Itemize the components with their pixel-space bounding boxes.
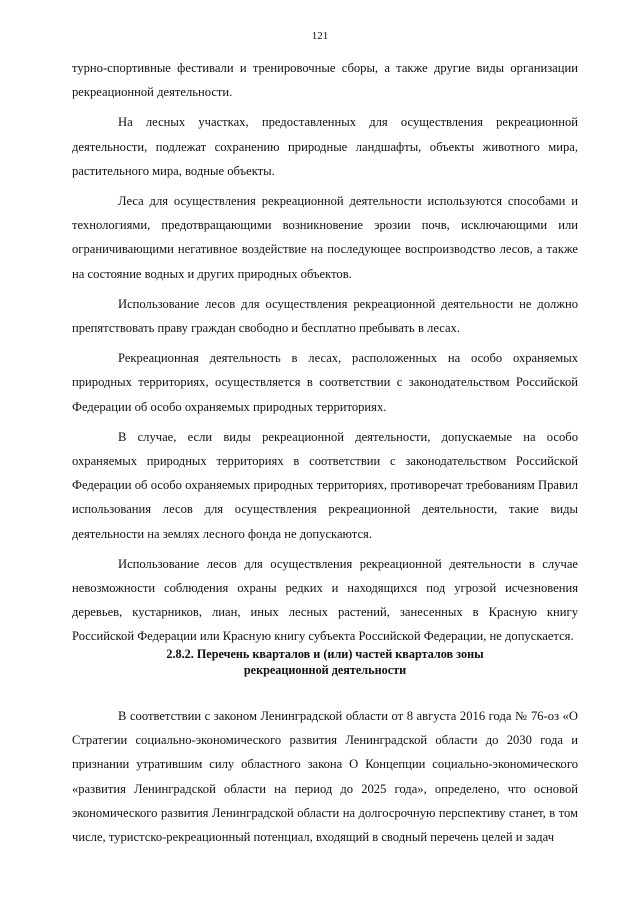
paragraph: турно-спортивные фестивали и тренировочные сборы, а также другие виды организации рекреационной деятельности.	[72, 61, 578, 100]
paragraph: В случае, если виды рекреационной деятельности, допускаемые на особо охраняемых природных территориях в соответствии с законодательством Российской Федерации об особо охраняемых природных территориях, противоречат требованиям Правил использования лесов для осуществления рекреационной деятельности, такие виды деятельности на землях лесного фонда не допускаются.	[72, 429, 578, 541]
section-heading-line: рекреационной деятельности	[243, 663, 407, 677]
paragraph: Использование лесов для осуществления рекреационной деятельности в случае невозможности соблюдения охраны редких и находящихся под угрозой исчезновения деревьев, кустарников, лиан, иных лесных растений, занесенных в Красную книгу Российской Федерации или Красную книгу субъекта Российской Федерации, не допускается.	[72, 556, 578, 644]
body-text	[72, 56, 578, 655]
section-heading	[72, 646, 578, 678]
page-number: 121	[311, 30, 329, 42]
section-heading-line: 2.8.2. Перечень кварталов и (или) частей кварталов зоны	[166, 647, 484, 661]
paragraph: Рекреационная деятельность в лесах, расположенных на особо охраняемых природных территориях, осуществляется в соответствии с законодательством Российской Федерации об особо охраняемых природных территориях.	[72, 351, 578, 414]
paragraph: Леса для осуществления рекреационной деятельности используются способами и технологиями, предотвращающими возникновение эрозии почв, исключающими или ограничивающими негативное воздействие на последующее воспроизводство лесов, а также на состояние водных и других природных объектов.	[72, 194, 578, 281]
paragraph: На лесных участках, предоставленных для осуществления рекреационной деятельности, подлежат сохранению природные ландшафты, объекты животного мира, растительного мира, водные объекты.	[72, 115, 578, 178]
body-text-continued	[72, 704, 578, 855]
paragraph: Использование лесов для осуществления рекреационной деятельности не должно препятствовать праву граждан свободно и бесплатно пребывать в лесах.	[72, 296, 578, 336]
paragraph: В соответствии с законом Ленинградской области от 8 августа 2016 года № 76-оз «О Стратегии социально-экономического развития Ленинградской области до 2030 года и признании утратившим силу областного закона О Концепции социально-экономического «развития Ленинградской области на период до 2025 года», определено, что основой экономического развития Ленинградской области на долгосрочную перспективу станет, в том числе, туристско-рекреационный потенциал, входящий в сводный перечень целей и задач	[72, 709, 578, 845]
